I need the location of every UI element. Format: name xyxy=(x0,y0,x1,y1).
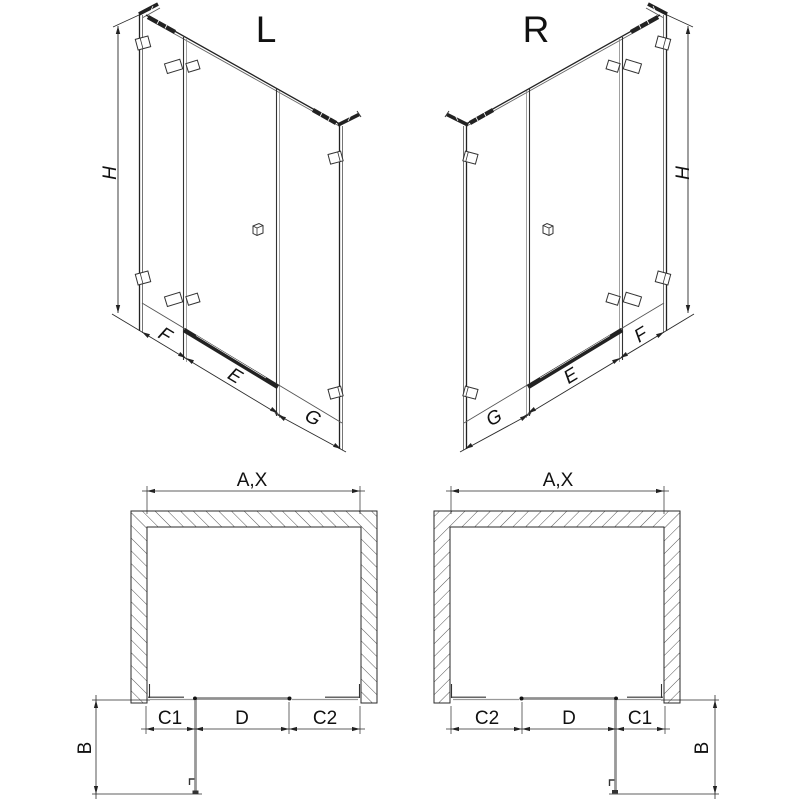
dim-label-h-left: H xyxy=(100,166,121,180)
dim-label-f-right: F xyxy=(630,323,652,348)
plan-right-dim-c1: C1 xyxy=(627,708,653,729)
plan-right-dim-ax: A,X xyxy=(542,470,574,491)
dim-label-e-right: E xyxy=(560,364,583,389)
dim-label-g-right: G xyxy=(482,405,506,431)
dim-label-e-left: E xyxy=(223,364,246,389)
plan-right-drawing xyxy=(434,486,719,799)
plan-left-dim-b: B xyxy=(75,741,96,755)
plan-left-dim-c2: C2 xyxy=(312,708,338,729)
plan-left-dim-d: D xyxy=(235,708,249,729)
plan-left-dim-c1: C1 xyxy=(157,708,183,729)
plan-left-door-handle xyxy=(190,779,195,785)
dim-label-f-left: F xyxy=(154,323,176,348)
dim-label-h-right: H xyxy=(673,166,694,180)
plan-right-door-handle xyxy=(610,780,615,786)
plan-right-door-endcap xyxy=(612,790,618,794)
plan-right-dim-b: B xyxy=(692,741,713,755)
iso-left-title: L xyxy=(255,9,277,50)
plan-left-drawing xyxy=(92,486,377,799)
iso-right-title: R xyxy=(522,9,550,50)
plan-right-dim-c2: C2 xyxy=(474,708,500,729)
plan-left-dim-ax: A,X xyxy=(236,470,268,491)
plan-left-door-endcap xyxy=(193,791,199,795)
plan-right-dim-d: D xyxy=(562,708,576,729)
dim-label-g-left: G xyxy=(301,405,325,431)
